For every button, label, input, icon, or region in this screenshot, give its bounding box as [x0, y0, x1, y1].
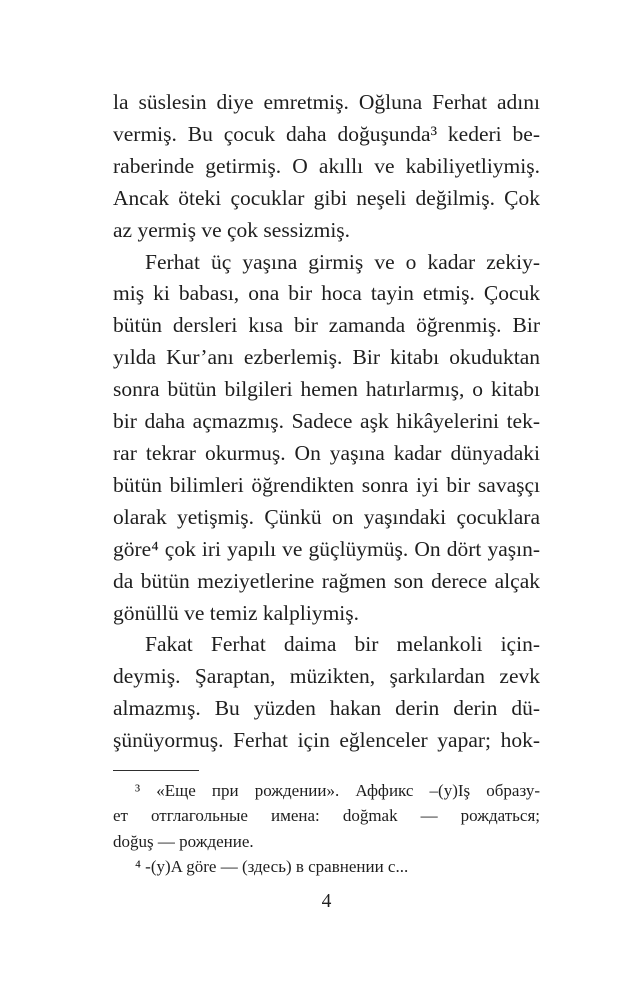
text-line: almazmış. Bu yüzden hakan derin derin dü-: [113, 696, 540, 721]
paragraph: [113, 247, 540, 630]
text-line: bir daha açmazmış. Sadece aşk hikâyelerini tek-: [113, 409, 540, 434]
text-line: Ferhat üç yaşına girmiş ve o kadar zekiy-: [145, 249, 540, 274]
text-line: deymiş. Şaraptan, müzikten, şarkılardan zevk: [113, 664, 540, 689]
text-line: la süslesin diye emretmiş. Oğluna Ferhat adını: [113, 90, 540, 114]
text-line: sonra bütün bilgileri hemen hatırlarmış, o kitabı: [113, 377, 540, 402]
text-line: yılda Kur’anı ezberlemiş. Bir kitabı okuduktan: [113, 345, 540, 370]
text-line: da bütün meziyetlerine rağmen son derece alçak: [113, 568, 540, 593]
text-line: miş ki babası, ona bir hoca tayin etmiş. Çocuk: [113, 281, 540, 306]
paragraph: [113, 629, 540, 757]
footnote-line: ³ «Еще при рождении». Аффикс –(y)Iş образу-: [135, 781, 540, 801]
paragraph: [113, 87, 540, 247]
footnote-line: ет отглагольные имена: doğmak — рождаться;: [113, 806, 540, 826]
footnote: [113, 778, 540, 854]
text-line: rar tekrar okurmuş. On yaşına kadar dünyadaki: [113, 440, 540, 465]
text-line: göre⁴ çok iri yapılı ve güçlüymüş. On dört yaşın-: [113, 536, 540, 561]
text-line: bütün dersleri kısa bir zamanda öğrenmiş. Bir: [113, 313, 540, 338]
text-line: gönüllü ve temiz kalpliymiş.: [113, 600, 360, 625]
footnote: [113, 854, 540, 879]
page-number: 4: [321, 890, 332, 912]
text-line: olarak yetişmiş. Çünkü on yaşındaki çocuklara: [113, 504, 540, 529]
text-line: raberinde getirmiş. O akıllı ve kabiliyetliymiş.: [113, 153, 540, 178]
text-line: şünüyormuş. Ferhat için eğlenceler yapar; hok-: [113, 728, 540, 753]
text-column: [113, 87, 540, 913]
text-line: Fakat Ferhat daima bir melankoli için-: [145, 632, 540, 657]
text-line: vermiş. Bu çocuk daha doğuşunda³ kederi be-: [113, 121, 540, 146]
footnote-rule: [113, 770, 199, 771]
text-line: Ancak öteki çocuklar gibi neşeli değilmiş. Çok: [113, 185, 540, 210]
footnote-line: ⁴ -(y)A göre — (здесь) в сравнении с...: [135, 857, 409, 877]
text-line: bütün bilimleri öğrendikten sonra iyi bir savaşçı: [113, 472, 540, 497]
footnote-line: doğuş — рождение.: [113, 831, 254, 851]
text-line: az yermiş ve çok sessizmiş.: [113, 217, 351, 242]
